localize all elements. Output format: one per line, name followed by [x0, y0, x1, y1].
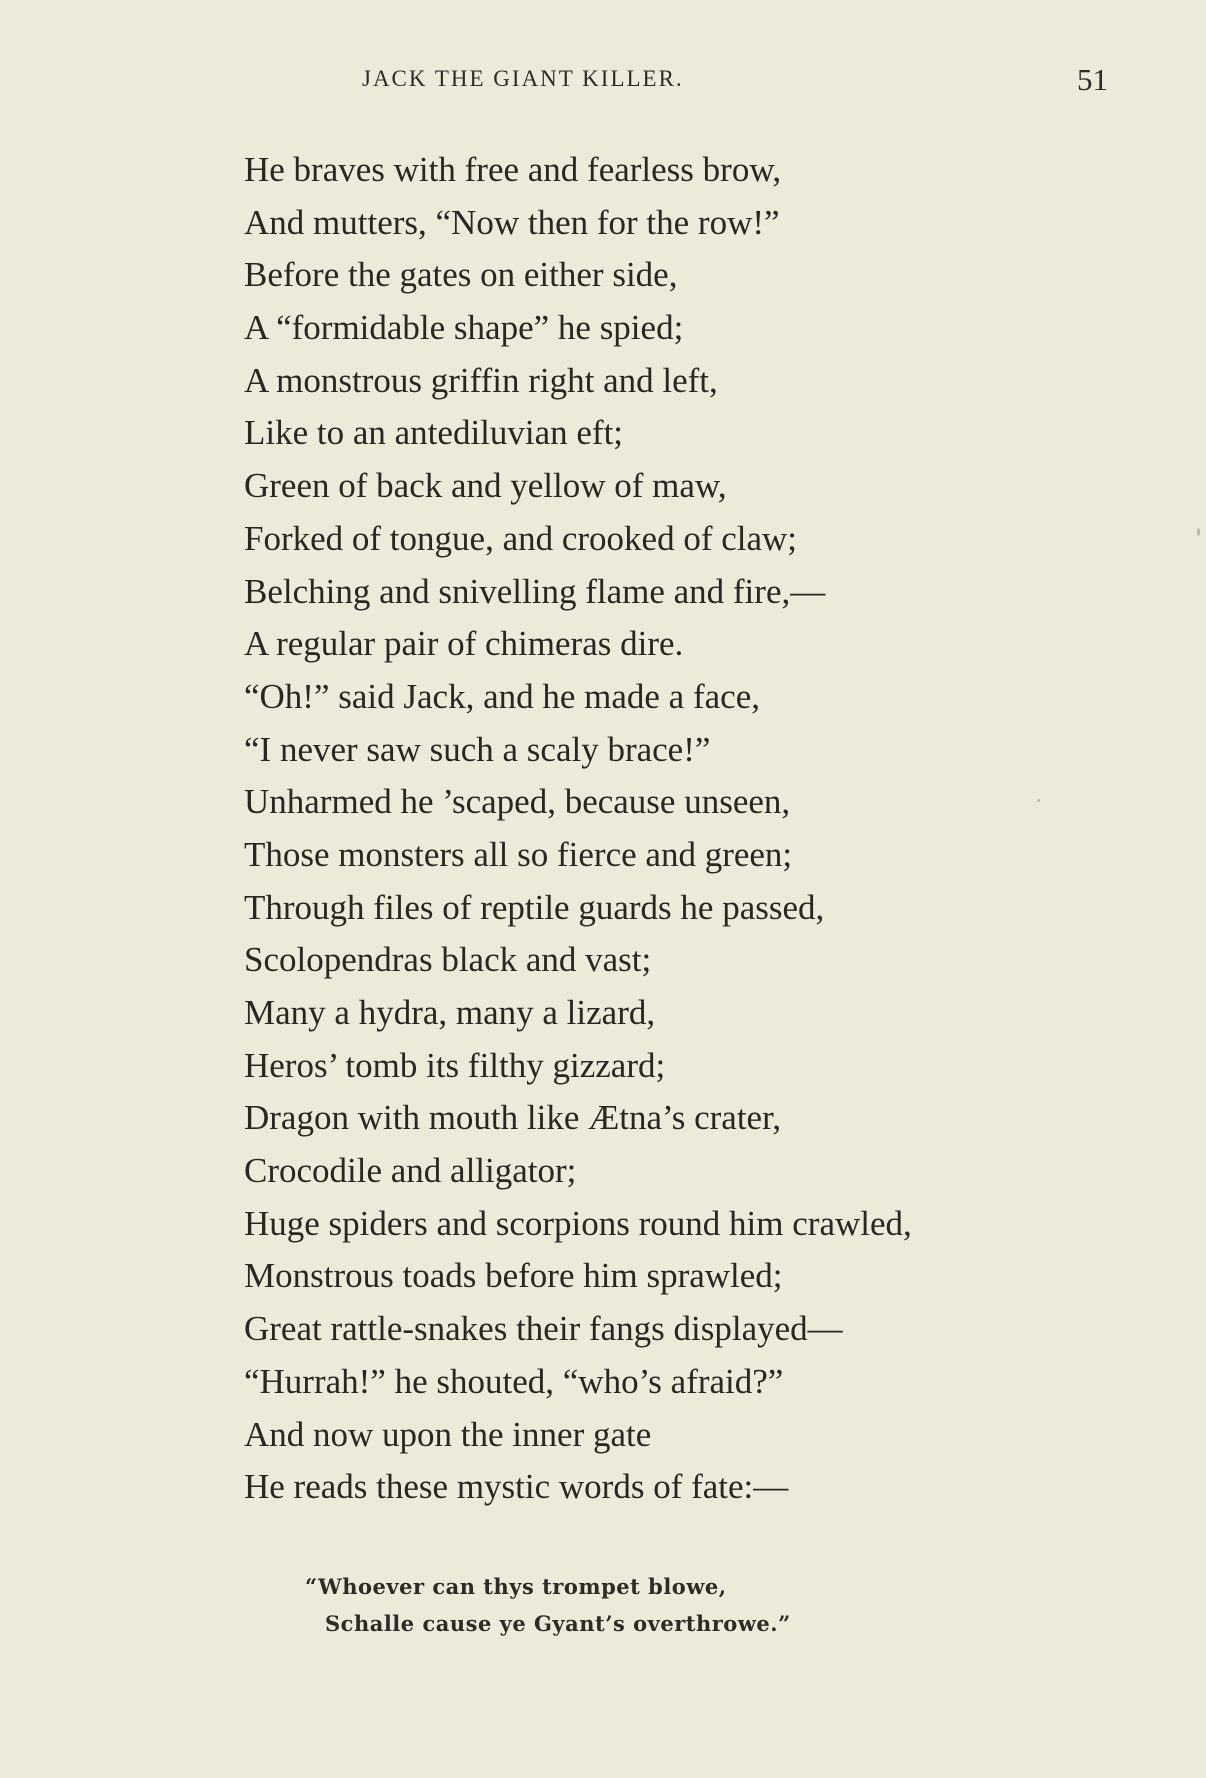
poem-line: Crocodile and alligator;: [244, 1151, 577, 1191]
poem-line: “Oh!” said Jack, and he made a face,: [244, 676, 760, 716]
running-title: JACK THE GIANT KILLER.: [362, 66, 684, 91]
running-head: [0, 62, 1206, 102]
poem-line: He reads these mystic words of fate:—: [244, 1467, 789, 1507]
poem-line: Before the gates on either side,: [244, 255, 678, 295]
poem-line: Huge spiders and scorpions round him crawled,: [244, 1203, 912, 1243]
poem-line: Through files of reptile guards he passed,: [244, 887, 825, 927]
poem-line: Great rattle-snakes their fangs displayed—: [244, 1309, 843, 1349]
poem-line: A monstrous griffin right and left,: [244, 360, 718, 400]
poem-line: And now upon the inner gate: [244, 1414, 652, 1454]
paper-speck: [1037, 799, 1040, 802]
poem-line: “I never saw such a scaly brace!”: [244, 729, 711, 769]
page-number: 51: [1077, 62, 1108, 97]
poem-text: [244, 144, 1124, 1514]
poem-line: Like to an antediluvian eft;: [244, 413, 624, 453]
inscription-line-2: Schalle cause ye Gyant’s overthrowe.”: [325, 1611, 791, 1636]
poem-line: Green of back and yellow of maw,: [244, 466, 727, 506]
blackletter-inscription: [305, 1568, 1005, 1642]
poem-line: Many a hydra, many a lizard,: [244, 993, 656, 1032]
poem-line: And mutters, “Now then for the row!”: [244, 202, 780, 242]
poem-line: Forked of tongue, and crooked of claw;: [244, 518, 798, 558]
poem-line: Those monsters all so fierce and green;: [244, 834, 793, 874]
poem-line: A regular pair of chimeras dire.: [244, 624, 684, 664]
inscription-line-1: “Whoever can thys trompet blowe,: [305, 1574, 727, 1599]
paper-speck: [1197, 528, 1200, 536]
poem-line: “Hurrah!” he shouted, “who’s afraid?”: [244, 1361, 784, 1401]
poem-line: Heros’ tomb its filthy gizzard;: [244, 1045, 666, 1085]
poem-line: Monstrous toads before him sprawled;: [244, 1256, 783, 1296]
poem-line: He braves with free and fearless brow,: [244, 150, 782, 189]
poem-line: A “formidable shape” he spied;: [244, 308, 684, 348]
poem-line: Dragon with mouth like Ætna’s crater,: [244, 1098, 782, 1138]
poem-line: Belching and snivelling flame and fire,—: [244, 571, 826, 611]
poem-line: Scolopendras black and vast;: [244, 940, 652, 980]
poem-line: Unharmed he ’scaped, because unseen,: [244, 782, 791, 822]
